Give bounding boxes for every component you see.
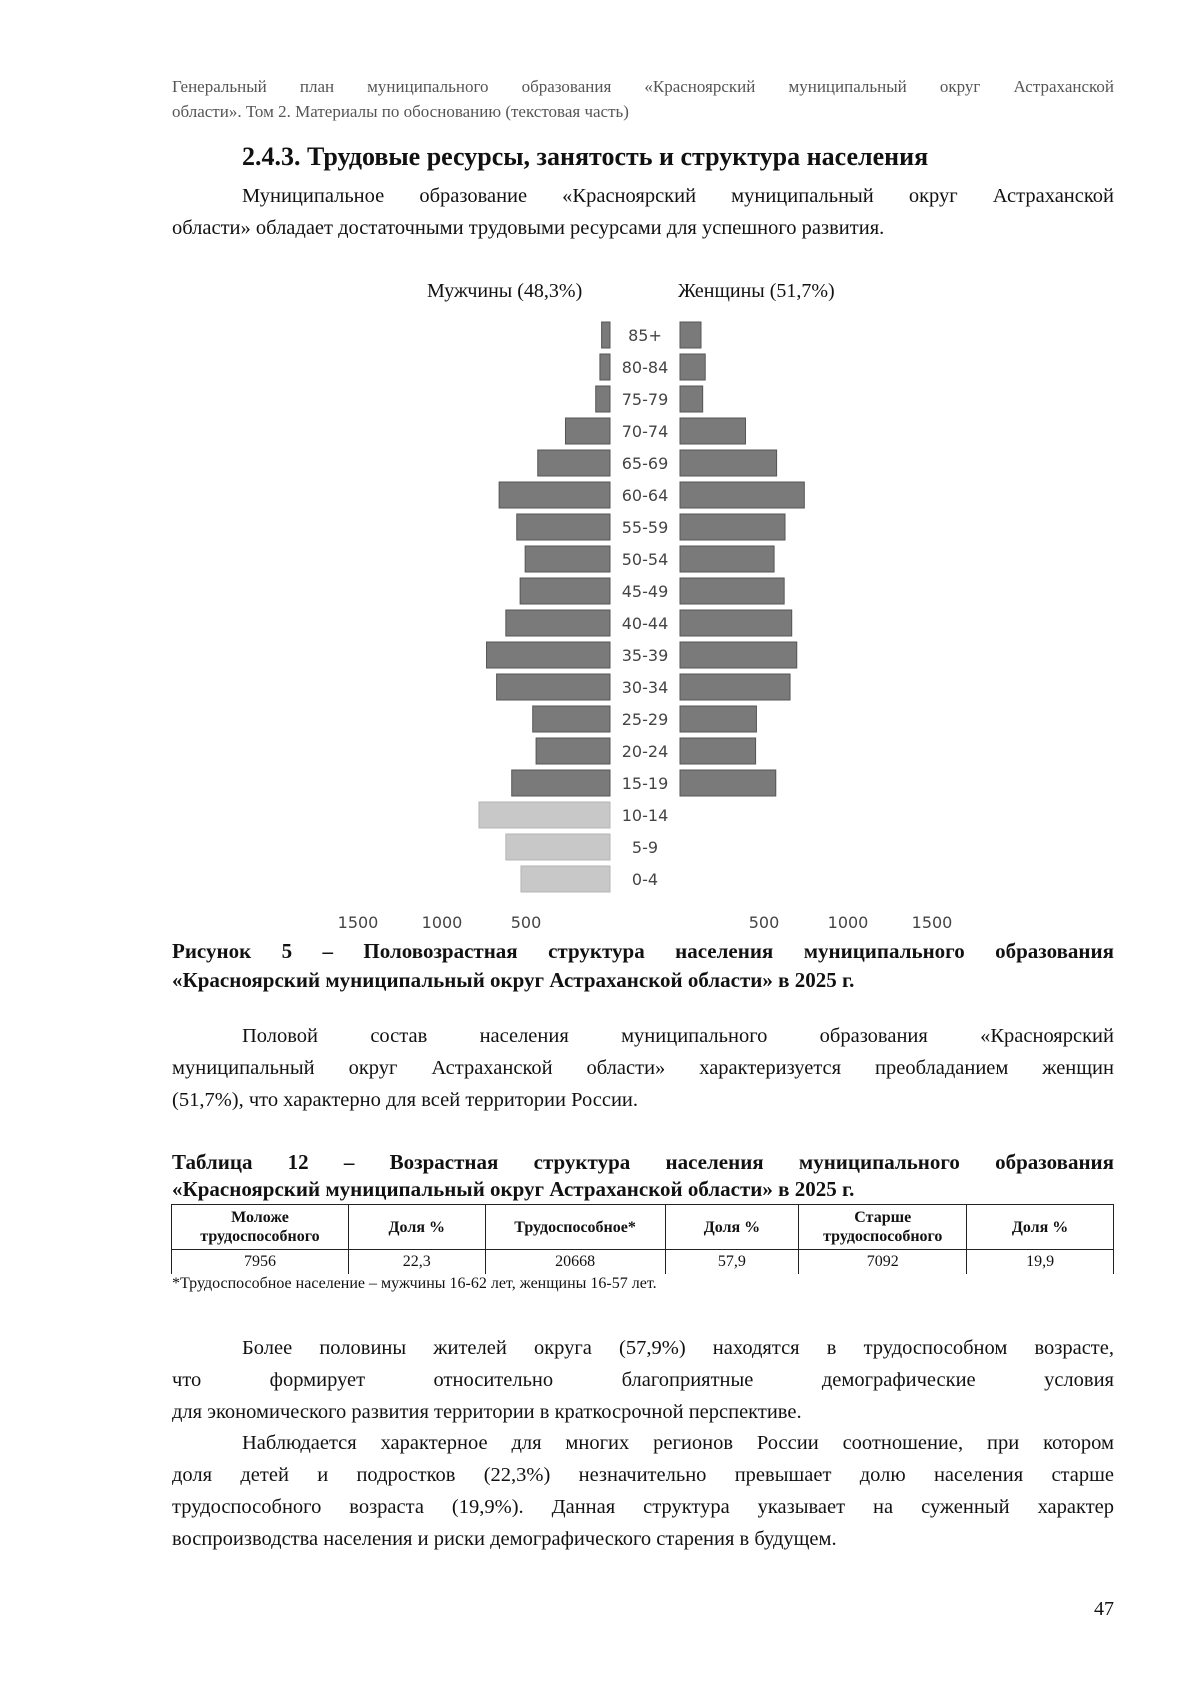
para3-line-1: Более половины жителей округа (57,9%) находятся в трудоспособном возрасте, [242,1337,1114,1359]
age-label-10-14: 10-14 [621,806,669,825]
bar-women-60-64 [680,482,804,508]
bar-women-80-84 [680,354,705,380]
age-ratio-paragraph [172,1427,1114,1555]
age-label-5-9: 5-9 [631,838,659,857]
age-label-50-54: 50-54 [621,550,669,569]
x-tick-label-men: 1000 [421,913,463,932]
age-label-15-19: 15-19 [621,774,669,793]
bar-women-55-59 [680,514,785,540]
table-cell: 22,3 [348,1250,485,1275]
age-structure-table [171,1204,1114,1274]
bar-men-0-4 [521,866,610,892]
page-number: 47 [1094,1598,1114,1620]
age-label-55-59: 55-59 [621,518,669,537]
para4-line-1: Наблюдается характерное для многих регионов России соотношение, при котором [242,1432,1114,1454]
bar-men-20-24 [536,738,610,764]
table-header-cell: Моложе трудоспособного [172,1205,349,1250]
table-caption-line-2: «Красноярский муниципальный округ Астраханской области» в 2025 г. [172,1177,855,1201]
bar-women-30-34 [680,674,790,700]
bar-men-25-29 [533,706,610,732]
bar-men-65-69 [538,450,610,476]
age-label-30-34: 30-34 [621,678,669,697]
table-header-cell: Доля % [348,1205,485,1250]
chart-title-women: Женщины (51,7%) [678,280,835,302]
bar-men-30-34 [497,674,610,700]
bar-women-15-19 [680,770,776,796]
bar-women-40-44 [680,610,792,636]
table-header-cell: Старше трудоспособного [799,1205,967,1250]
age-label-70-74: 70-74 [621,422,669,441]
age-label-20-24: 20-24 [621,742,669,761]
age-label-0-4: 0-4 [631,870,659,889]
age-label-35-39: 35-39 [621,646,669,665]
bar-women-20-24 [680,738,756,764]
x-tick-label-men: 500 [510,913,542,932]
bar-men-75-79 [596,386,610,412]
age-label-25-29: 25-29 [621,710,669,729]
figure-caption [172,937,1114,995]
age-label-60-64: 60-64 [621,486,669,505]
bar-women-45-49 [680,578,784,604]
bar-women-65-69 [680,450,777,476]
bar-men-80-84 [600,354,610,380]
age-label-75-79: 75-79 [621,390,669,409]
bar-women-35-39 [680,642,797,668]
table-header-cell: Трудоспособное* [485,1205,665,1250]
para2-line-3: (51,7%), что характерно для всей территории России. [172,1089,639,1111]
x-tick-label-women: 1500 [911,913,953,932]
running-header-line-1: Генеральный план муниципального образования «Красноярский муниципальный округ Астраханской [172,77,1114,96]
bar-men-85+ [602,322,610,348]
para3-line-2: что формирует относительно благоприятные демографические условия [172,1369,1114,1391]
x-tick-label-men: 1500 [337,913,379,932]
sex-composition-paragraph [172,1020,1114,1116]
table-header-row [172,1205,1114,1250]
bar-men-50-54 [525,546,610,572]
bar-women-75-79 [680,386,703,412]
para2-line-1: Половой состав населения муниципального образования «Красноярский [242,1025,1114,1047]
bar-women-85+ [680,322,701,348]
bar-women-70-74 [680,418,746,444]
para2-line-2: муниципальный округ Астраханской области» характеризуется преобладанием женщин [172,1057,1114,1079]
bar-men-45-49 [520,578,610,604]
age-label-65-69: 65-69 [621,454,669,473]
table-caption-line-1: Таблица 12 – Возрастная структура населения муниципального образования [172,1150,1114,1174]
table-header-cell: Доля % [967,1205,1114,1250]
bar-men-55-59 [517,514,610,540]
figure-caption-line-1: Рисунок 5 – Половозрастная структура населения муниципального образования [172,939,1114,963]
bar-women-50-54 [680,546,774,572]
bar-men-40-44 [506,610,610,636]
bar-men-35-39 [487,642,610,668]
table-row [172,1250,1114,1275]
table-header-cell: Доля % [665,1205,799,1250]
age-label-80-84: 80-84 [621,358,669,377]
intro-paragraph [172,180,1114,244]
section-title: 2.4.3. Трудовые ресурсы, занятость и структура населения [242,142,929,171]
table-caption [172,1149,1114,1203]
population-pyramid-chart [330,272,970,936]
para3-line-3: для экономического развития территории в краткосрочной перспективе. [172,1401,802,1423]
running-header-line-2: области». Том 2. Материалы по обоснованию (текстовая часть) [172,102,629,121]
age-label-40-44: 40-44 [621,614,669,633]
figure-caption-line-2: «Красноярский муниципальный округ Астраханской области» в 2025 г. [172,968,855,992]
table-footnote: *Трудоспособное население – мужчины 16-62 лет, женщины 16-57 лет. [172,1275,657,1292]
running-header [172,74,1114,124]
intro-line-1: Муниципальное образование «Красноярский муниципальный округ Астраханской [242,185,1114,207]
para4-line-4: воспроизводства населения и риски демографического старения в будущем. [172,1528,837,1550]
age-label-45-49: 45-49 [621,582,669,601]
age-label-85+: 85+ [628,326,662,345]
table-cell: 57,9 [665,1250,799,1275]
para4-line-3: трудоспособного возраста (19,9%). Данная структура указывает на суженный характер [172,1496,1114,1518]
para4-line-2: доля детей и подростков (22,3%) незначительно превышает долю населения старше [172,1464,1114,1486]
table-cell: 19,9 [967,1250,1114,1275]
x-tick-label-women: 1000 [827,913,869,932]
bar-men-15-19 [512,770,610,796]
table-cell: 7956 [172,1250,349,1275]
bar-men-60-64 [499,482,610,508]
bar-men-5-9 [506,834,610,860]
bar-women-25-29 [680,706,756,732]
table-cell: 20668 [485,1250,665,1275]
working-age-paragraph [172,1332,1114,1428]
x-tick-label-women: 500 [748,913,780,932]
chart-title-men: Мужчины (48,3%) [427,280,583,302]
bar-men-10-14 [479,802,610,828]
table-cell: 7092 [799,1250,967,1275]
bar-men-70-74 [565,418,610,444]
intro-line-2: области» обладает достаточными трудовыми ресурсами для успешного развития. [172,217,885,239]
